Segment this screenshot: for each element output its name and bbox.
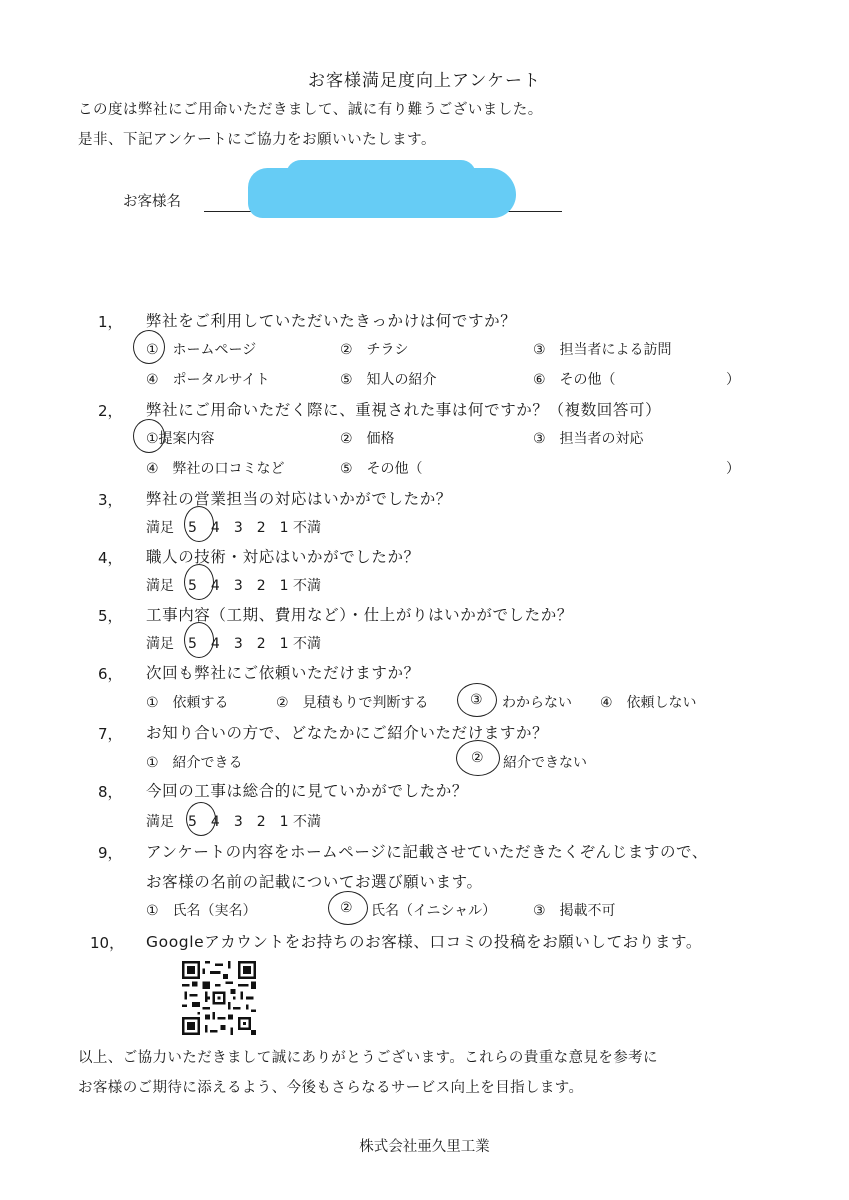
- q6-option-3-label: わからない: [502, 695, 572, 711]
- q2-option-2: ② 価格: [340, 431, 395, 447]
- q1-option-5: ⑤ 知人の紹介: [340, 372, 437, 388]
- q3-scale: 満足 5 4 3 2 1 不満: [146, 520, 321, 536]
- question-number-4: 4，: [98, 549, 123, 567]
- q9-option-1: ① 氏名（実名）: [146, 903, 257, 919]
- q1-option-1: ① ホームページ: [146, 342, 257, 358]
- question-number-8: 8，: [98, 783, 123, 801]
- question-text-10: Googleアカウントをお持ちのお客様、口コミの投稿をお願いしております。: [146, 933, 702, 951]
- answer-circle-q5: [184, 622, 214, 658]
- q2-option-3: ③ 担当者の対応: [533, 431, 644, 447]
- question-number-3: 3，: [98, 491, 123, 509]
- question-text-8: 今回の工事は総合的に見ていかがでしたか？: [146, 782, 469, 800]
- q5-scale: 満足 5 4 3 2 1 不満: [146, 636, 321, 652]
- q2-option-5-close: ）: [726, 461, 740, 477]
- closing-line-1: 以上、ご協力いただきまして誠にありがとうございます。これらの貴重な意見を参考に: [78, 1050, 658, 1066]
- q1-option-3: ③ 担当者による訪問: [533, 342, 672, 358]
- intro-line-2: 是非、下記アンケートにご協力をお願いいたします。: [78, 132, 436, 148]
- answer-circle-q3: [184, 506, 214, 542]
- q9-option-2: ②: [340, 900, 353, 916]
- question-number-6: 6，: [98, 665, 123, 683]
- answer-circle-q1: [133, 330, 165, 364]
- q1-option-6: ⑥ その他（: [533, 372, 616, 388]
- question-text-2: 弊社にご用命いただく際に、重視された事は何ですか？（複数回答可）: [146, 401, 662, 419]
- closing-line-2: お客様のご期待に添えるよう、今後もさらなるサービス向上を目指します。: [78, 1080, 584, 1096]
- q7-option-2: ②: [471, 750, 484, 766]
- q6-option-3: ③: [470, 692, 483, 708]
- question-number-2: 2，: [98, 402, 123, 420]
- q7-option-2-label: 紹介できない: [503, 755, 587, 771]
- question-number-10: 10，: [90, 934, 125, 952]
- customer-name-label: お客様名: [123, 194, 181, 210]
- answer-circle-q8: [186, 802, 216, 836]
- answer-circle-q9: [328, 891, 368, 925]
- company-name: 株式会社亜久里工業: [359, 1139, 490, 1155]
- question-text-1: 弊社をご利用していただいたきっかけは何ですか？: [146, 312, 517, 330]
- question-text-6: 次回も弊社にご依頼いただけますか？: [146, 664, 420, 682]
- question-text-3: 弊社の営業担当の対応はいかがでしたか？: [146, 490, 452, 508]
- q9-option-2-label: 氏名（イニシャル）: [371, 903, 497, 919]
- answer-circle-q2: [133, 419, 165, 453]
- question-text-9-line-2: お客様の名前の記載についてお選び願います。: [146, 873, 483, 891]
- answer-circle-q6: [457, 683, 497, 717]
- question-number-9: 9，: [98, 844, 123, 862]
- question-number-5: 5，: [98, 607, 123, 625]
- question-text-4: 職人の技術・対応はいかがでしたか？: [146, 548, 420, 566]
- answer-circle-q7: [456, 740, 500, 776]
- question-text-5: 工事内容（工期、費用など）・仕上がりはいかがでしたか？: [146, 606, 573, 624]
- question-text-7: お知り合いの方で、どなたかにご紹介いただけますか？: [146, 724, 549, 742]
- q6-option-2: ② 見積もりで判断する: [276, 695, 429, 711]
- q1-option-4: ④ ポータルサイト: [146, 372, 270, 388]
- intro-line-1: この度は弊社にご用命いただきまして、誠に有り難うございました。: [78, 102, 543, 118]
- q4-scale: 満足 5 4 3 2 1 不満: [146, 578, 321, 594]
- q9-option-3: ③ 掲載不可: [533, 903, 616, 919]
- q6-option-4: ④ 依頼しない: [600, 695, 697, 711]
- q7-option-1: ① 紹介できる: [146, 755, 243, 771]
- answer-circle-q4: [184, 564, 214, 600]
- page-title: お客様満足度向上アンケート: [308, 71, 541, 91]
- q2-option-4: ④ 弊社の口コミなど: [146, 461, 285, 477]
- q2-option-1: ①提案内容: [146, 431, 215, 447]
- redaction-mark: [248, 168, 516, 218]
- q1-option-6-close: ）: [726, 372, 740, 388]
- q1-option-2: ② チラシ: [340, 342, 409, 358]
- q2-option-5: ⑤ その他（: [340, 461, 423, 477]
- q6-option-1: ① 依頼する: [146, 695, 229, 711]
- qr-code-icon: [180, 961, 258, 1035]
- q8-scale: 満足 5 4 3 2 1 不満: [146, 814, 321, 830]
- question-text-9: アンケートの内容をホームページに記載させていただきたくぞんじますので、: [146, 843, 708, 861]
- question-number-7: 7，: [98, 725, 123, 743]
- question-number-1: 1，: [98, 313, 123, 331]
